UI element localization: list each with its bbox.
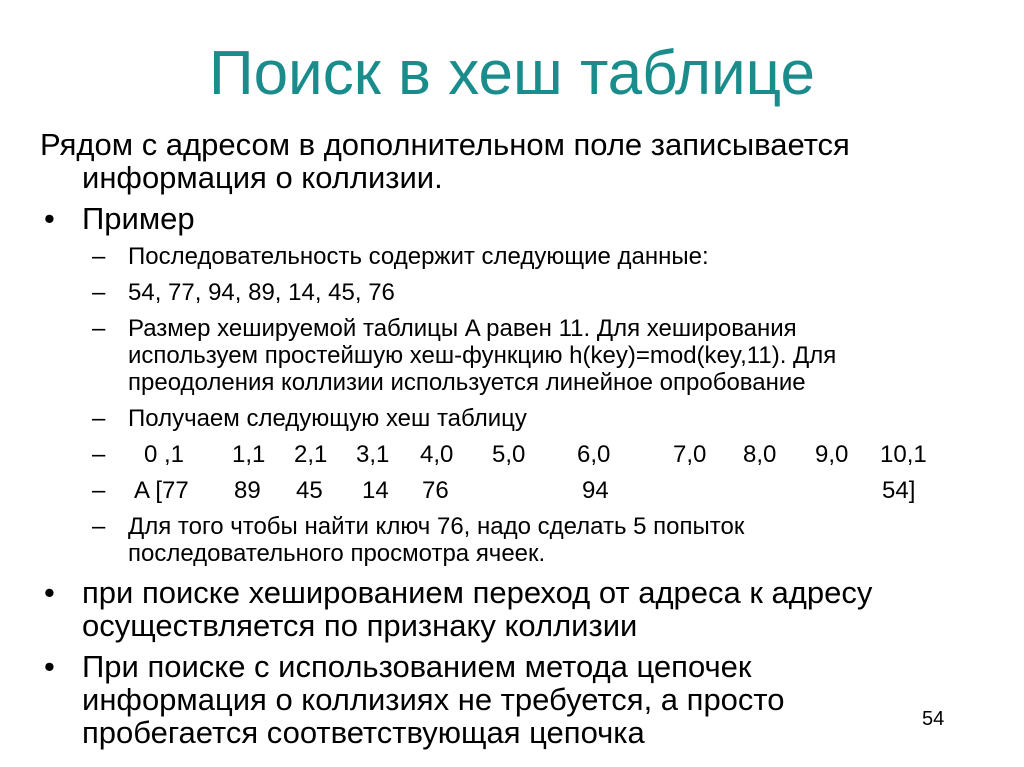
sub-item-text: 54, 77, 94, 89, 14, 45, 76 [128,279,395,306]
bullet-example-text: Пример [82,201,195,236]
dash-mark: – [92,441,106,468]
intro-paragraph [40,128,1000,194]
bullet-text-line-2: информация о коллизиях не требуется, а просто [82,682,785,717]
bullet-mark: • [44,575,55,610]
value-cell: 89 [234,477,261,504]
slide-body [40,128,1000,757]
index-cell: 0 ,1 [144,441,185,468]
index-cell: 2,1 [294,441,328,468]
hash-index-row [40,441,1000,468]
sub-item-sequence-values [40,279,1000,306]
sub-item-text-line-2: используем простейшую хеш-функцию h(key)=mod(key,11). Для [128,342,837,369]
dash-mark: – [92,315,106,342]
value-cell: 94 [582,477,609,504]
bullet-hash-search [40,576,1000,642]
sub-item-table-size [40,315,1000,396]
page-number: 54 [922,708,945,730]
sub-item-text: Получаем следующую хеш таблицу [128,405,527,432]
index-cell: 3,1 [356,441,390,468]
bullet-mark: • [44,649,55,684]
index-cell: 10,1 [880,441,927,468]
dash-mark: – [92,279,106,306]
hash-value-row [40,477,1000,504]
sub-item-sequence-desc [40,243,1000,270]
sub-item-result [40,405,1000,432]
value-cell: 14 [362,477,389,504]
bullet-mark: • [44,201,55,236]
bullet-text-line-3: пробегается соответствующая цепочка [82,715,645,750]
slide-title: Поиск в хеш таблице [209,39,815,108]
intro-line-1: Рядом с адресом в дополнительном поле записывается [40,127,850,162]
sub-item-text-line-2: последовательного просмотра ячеек. [128,540,546,567]
bullet-text-line-1: при поиске хешированием переход от адреса к адресу [82,575,873,610]
index-cell: 6,0 [577,441,611,468]
index-cell: 8,0 [743,441,777,468]
dash-mark: – [92,477,106,504]
value-cell: A [77 [134,477,189,504]
bullet-text-line-2: осуществляется по признаку коллизии [82,608,638,643]
bullet-text-line-1: При поиске с использованием метода цепочек [82,649,752,684]
sub-item-text-line-1: Размер хешируемой таблицы A равен 11. Для хеширования [128,315,797,342]
index-cell: 4,0 [420,441,454,468]
sub-item-text: Последовательность содержит следующие данные: [128,243,709,270]
value-cell: 76 [422,477,449,504]
index-cell: 7,0 [673,441,707,468]
value-cell: 54] [882,477,916,504]
intro-line-2: информация о коллизии. [82,160,443,195]
dash-mark: – [92,513,106,540]
value-cell: 45 [296,477,323,504]
bullet-chain-search [40,650,1000,749]
sub-item-text-line-3: преодоления коллизии используется линейное опробование [128,369,806,396]
index-cell: 9,0 [815,441,849,468]
sub-item-text-line-1: Для того чтобы найти ключ 76, надо сделать 5 попыток [128,513,745,540]
bullet-example [40,202,1000,235]
dash-mark: – [92,243,106,270]
sub-item-find-note [40,513,1000,567]
index-cell: 1,1 [232,441,266,468]
index-cell: 5,0 [492,441,526,468]
dash-mark: – [92,405,106,432]
